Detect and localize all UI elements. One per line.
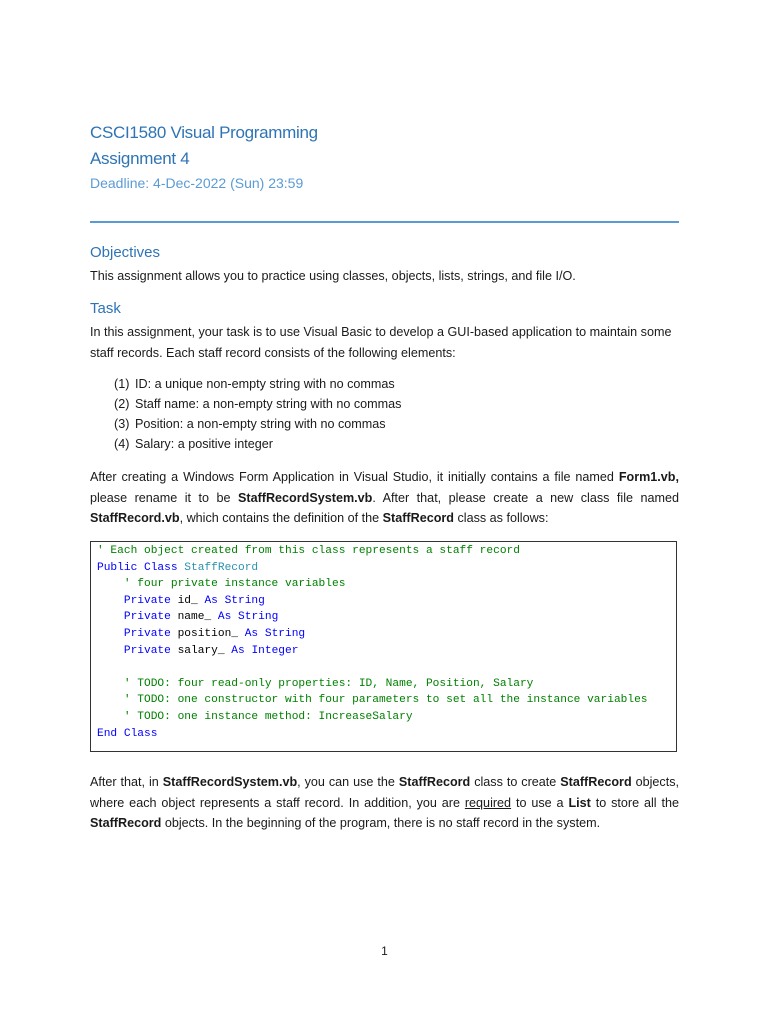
code-line: Private name_ As String	[97, 611, 279, 624]
code-line: End Class	[97, 727, 158, 740]
header-divider	[90, 221, 679, 223]
list-item	[114, 434, 401, 454]
list-item-text: Position: a non-empty string with no commas	[135, 417, 386, 431]
course-title: CSCI1580 Visual Programming	[90, 123, 318, 142]
list-item-text: Staff name: a non-empty string with no commas	[135, 397, 402, 411]
list-item	[114, 394, 401, 414]
staffrecord-usage-text: After that, in StaffRecordSystem.vb, you can use the StaffRecord class to create StaffRecord objects, where each object represents a staff record. In addition, you are required to use a List to store all the StaffRecord objects. In the beginning of the program, there is no staff record in the system.	[90, 775, 679, 830]
staff-record-elements-list	[114, 374, 401, 454]
document-page	[90, 0, 679, 1024]
list-item-text: Salary: a positive integer	[135, 437, 273, 451]
objectives-text: This assignment allows you to practice using classes, objects, lists, strings, and file I/O.	[90, 269, 576, 283]
list-item-number: (1)	[114, 377, 130, 391]
code-block	[90, 541, 677, 752]
code-line: ' TODO: one constructor with four parameters to set all the instance variables	[97, 694, 648, 707]
code-line: Private position_ As String	[97, 627, 306, 640]
list-item	[114, 414, 401, 434]
code-line: ' Each object created from this class represents a staff record	[97, 545, 520, 557]
code-line: ' four private instance variables	[97, 578, 346, 591]
code-line: ' TODO: one instance method: IncreaseSalary	[97, 710, 413, 723]
deadline-text: Deadline: 4-Dec-2022 (Sun) 23:59	[90, 175, 304, 191]
page-number: 1	[381, 944, 388, 958]
code-line: Public Class StaffRecord	[97, 561, 259, 574]
objectives-heading: Objectives	[90, 244, 161, 261]
list-item-number: (2)	[114, 397, 130, 411]
code-line: Private salary_ As Integer	[97, 644, 299, 657]
code-line-blank	[97, 659, 670, 676]
assignment-title: Assignment 4	[90, 149, 190, 168]
task-intro: In this assignment, your task is to use Visual Basic to develop a GUI-based application to maintain some staff records. Each staff record consists of the following elements:	[90, 325, 672, 360]
list-item-number: (3)	[114, 417, 130, 431]
task-heading: Task	[90, 300, 121, 317]
class-file-instructions: After creating a Windows Form Application in Visual Studio, it initially contains a file named Form1.vb, please rename it to be StaffRecordSystem.vb. After that, please create a new class file named StaffRecord.vb, which contains the definition of the StaffRecord class as follows:	[90, 470, 679, 525]
list-item-text: ID: a unique non-empty string with no commas	[135, 377, 395, 391]
list-item-number: (4)	[114, 437, 130, 451]
code-line: ' TODO: four read-only properties: ID, Name, Position, Salary	[97, 677, 534, 690]
code-line: Private id_ As String	[97, 594, 265, 607]
list-item	[114, 374, 401, 394]
